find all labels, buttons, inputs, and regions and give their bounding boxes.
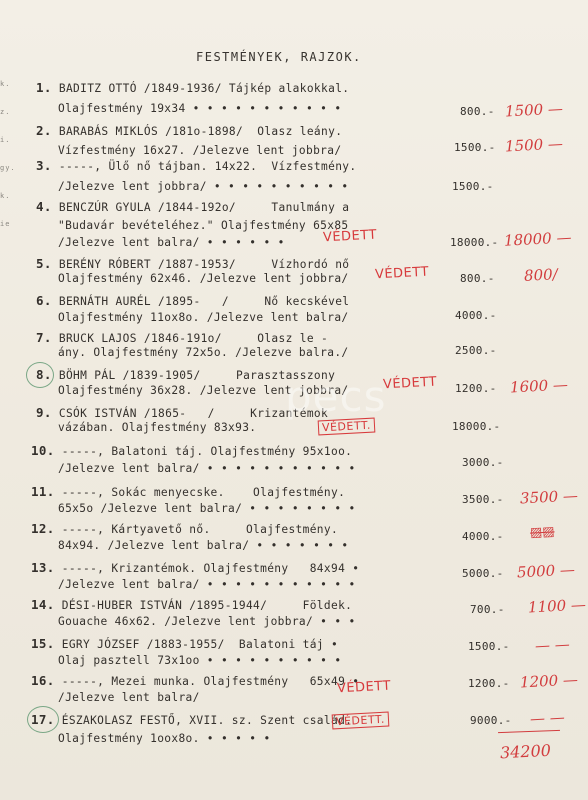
item-text: BADITZ OTTÓ /1849-1936/ Tájkép alakokkal.	[58, 82, 350, 95]
list-item	[31, 636, 338, 651]
item-number: 4.	[36, 199, 52, 214]
list-item	[31, 560, 359, 575]
list-item	[31, 597, 352, 612]
price: 18000.-	[450, 236, 499, 249]
margin-mark: z.	[0, 108, 11, 116]
item-text: DÉSI-HUBER ISTVÁN /1895-1944/ Földek.	[61, 599, 353, 612]
margin-marks	[0, 70, 16, 290]
item-text: Olajfestmény 1oox8o. • • • • •	[58, 732, 271, 745]
item-text: -----, Krizantémok. Olajfestmény 84x94 •	[61, 562, 360, 575]
handwritten-price: 18000 —	[503, 228, 572, 250]
circle-mark	[26, 362, 54, 388]
scribble-mark: ▨▨	[529, 524, 555, 541]
item-text: -----, Mezei munka. Olajfestmény 65x49 •	[61, 675, 360, 688]
price: 9000.-	[470, 714, 512, 727]
item-number: 10.	[31, 443, 55, 458]
circle-mark	[27, 706, 59, 733]
handwritten-price: — —	[534, 635, 571, 655]
margin-mark: i.	[0, 136, 11, 144]
item-number: 16.	[31, 673, 55, 688]
price: 1200.-	[455, 382, 497, 395]
item-number: 17.	[31, 712, 55, 727]
item-text: Gouache 46x62. /Jelezve lent jobbra/ • • •	[58, 615, 356, 628]
price: 800.-	[460, 272, 495, 285]
handwritten-price: 800/	[523, 265, 559, 285]
price: 1500.-	[468, 640, 510, 653]
price: 4000.-	[462, 530, 504, 543]
margin-mark: k.	[0, 192, 11, 200]
handwritten-price: 3500 —	[519, 486, 579, 508]
item-text: vázában. Olajfestmény 83x93.	[58, 421, 257, 434]
item-text: /Jelezve lent balra/	[58, 691, 200, 704]
item-text: BERNÁTH AURÉL /1895- / Nő kecskével	[58, 295, 350, 308]
item-text: BRUCK LAJOS /1846-191o/ Olasz le -	[58, 332, 329, 345]
item-text: ány. Olajfestmény 72x5o. /Jelezve balra./	[58, 346, 349, 359]
watermark: pecs	[285, 372, 387, 421]
item-text: BARABÁS MIKLÓS /181o-1898/ Olasz leány.	[58, 125, 343, 138]
handwritten-price: 1500 —	[504, 99, 564, 121]
item-text: -----, Kártyavető nő. Olajfestmény.	[61, 523, 339, 536]
item-number: 1.	[36, 80, 52, 95]
price: 1500.-	[454, 141, 496, 154]
list-item	[36, 158, 356, 173]
item-text: Olajfestmény 11ox8o. /Jelezve lent balra/	[58, 311, 349, 324]
list-item	[36, 80, 349, 95]
item-text: -----, Balatoni táj. Olajfestmény 95x1oo.	[61, 445, 353, 458]
price: 5000.-	[462, 567, 504, 580]
item-number: 8.	[36, 367, 52, 382]
item-number: 7.	[36, 330, 52, 345]
item-number: 2.	[36, 123, 52, 138]
price: 2500.-	[455, 344, 497, 357]
handwritten-price: 1600 —	[509, 375, 569, 397]
item-number: 12.	[31, 521, 55, 536]
handwritten-price: 5000 —	[516, 560, 576, 582]
list-item	[36, 330, 328, 345]
price: 1200.-	[468, 677, 510, 690]
item-text: BERÉNY RÓBERT /1887-1953/ Vízhordó nő	[58, 258, 350, 271]
item-number: 11.	[31, 484, 55, 499]
list-item	[36, 367, 335, 382]
item-text: /Jelezve lent balra/ • • • • • •	[58, 236, 285, 249]
item-text: EGRY JÓZSEF /1883-1955/ Balatoni táj •	[61, 638, 339, 651]
item-number: 3.	[36, 158, 52, 173]
handwritten-price: 1500 —	[504, 134, 564, 156]
list-item	[36, 199, 349, 214]
item-number: 5.	[36, 256, 52, 271]
handwritten-price: 1100 —	[527, 595, 587, 617]
price: 700.-	[470, 603, 505, 616]
item-number: 13.	[31, 560, 55, 575]
price: 1500.-	[452, 180, 494, 193]
price: 3500.-	[462, 493, 504, 506]
list-item	[31, 521, 338, 536]
list-item	[31, 712, 352, 727]
item-text: /Jelezve lent jobbra/ • • • • • • • • • •	[58, 180, 349, 193]
item-text: /Jelezve lent balra/ • • • • • • • • • • •	[58, 462, 356, 475]
handwritten-price: — —	[529, 708, 566, 728]
list-item	[36, 123, 342, 138]
item-text: BENCZÚR GYULA /1844-192o/ Tanulmány a	[58, 201, 350, 214]
item-text: Olajfestmény 19x34 • • • • • • • • • • •	[58, 102, 342, 115]
total-underline	[498, 730, 560, 733]
item-text: -----, Ülő nő tájban. 14x22. Vízfestmény.	[58, 160, 357, 173]
protected-stamp: VÉDETT	[322, 227, 378, 246]
item-text: BÖHM PÁL /1839-1905/ Parasztasszony	[58, 369, 336, 382]
list-item	[31, 484, 345, 499]
handwritten-price: 1200 —	[519, 670, 579, 692]
item-number: 15.	[31, 636, 55, 651]
item-text: 84x94. /Jelezve lent balra/ • • • • • • •	[58, 539, 349, 552]
item-text: Olajfestmény 62x46. /Jelezve lent jobbra/	[58, 272, 349, 285]
protected-stamp: VÉDETT	[336, 678, 392, 697]
protected-stamp: VÉDETT.	[318, 418, 376, 436]
item-text: CSÓK ISTVÁN /1865- / Krizantémok	[58, 407, 329, 420]
item-text: 65x5o /Jelezve lent balra/ • • • • • • • •	[58, 502, 356, 515]
handwritten-total: 34200	[499, 740, 552, 763]
price: 18000.-	[452, 420, 501, 433]
item-text: Olaj pasztell 73x1oo • • • • • • • • • •	[58, 654, 342, 667]
item-number: 14.	[31, 597, 55, 612]
margin-mark: k.	[0, 80, 11, 88]
protected-stamp: VÉDETT.	[332, 712, 390, 730]
item-number: 6.	[36, 293, 52, 308]
margin-mark: ie	[0, 220, 11, 228]
list-item	[36, 256, 349, 271]
price: 3000.-	[462, 456, 504, 469]
item-text: Olajfestmény 36x28. /Jelezve lent jobbra/	[58, 384, 349, 397]
item-text: -----, Sokác menyecske. Olajfestmény.	[61, 486, 346, 499]
price: 4000.-	[455, 309, 497, 322]
list-item	[31, 443, 352, 458]
list-item	[31, 673, 359, 688]
item-text: /Jelezve lent balra/ • • • • • • • • • • •	[58, 578, 356, 591]
item-number: 9.	[36, 405, 52, 420]
list-item	[36, 293, 349, 308]
item-text: ÉSZAKOLASZ FESTŐ, XVII. sz. Szent család.	[61, 714, 353, 727]
protected-stamp: VÉDETT	[374, 264, 430, 283]
item-text: "Budavár bevételéhez." Olajfestmény 65x85	[58, 219, 349, 232]
item-text: Vízfestmény 16x27. /Jelezve lent jobbra/	[58, 144, 342, 157]
margin-mark: gy.	[0, 164, 16, 172]
protected-stamp: VÉDETT	[382, 374, 438, 393]
price: 800.-	[460, 105, 495, 118]
list-item	[36, 405, 328, 420]
document-heading: FESTMÉNYEK, RAJZOK.	[196, 50, 362, 64]
